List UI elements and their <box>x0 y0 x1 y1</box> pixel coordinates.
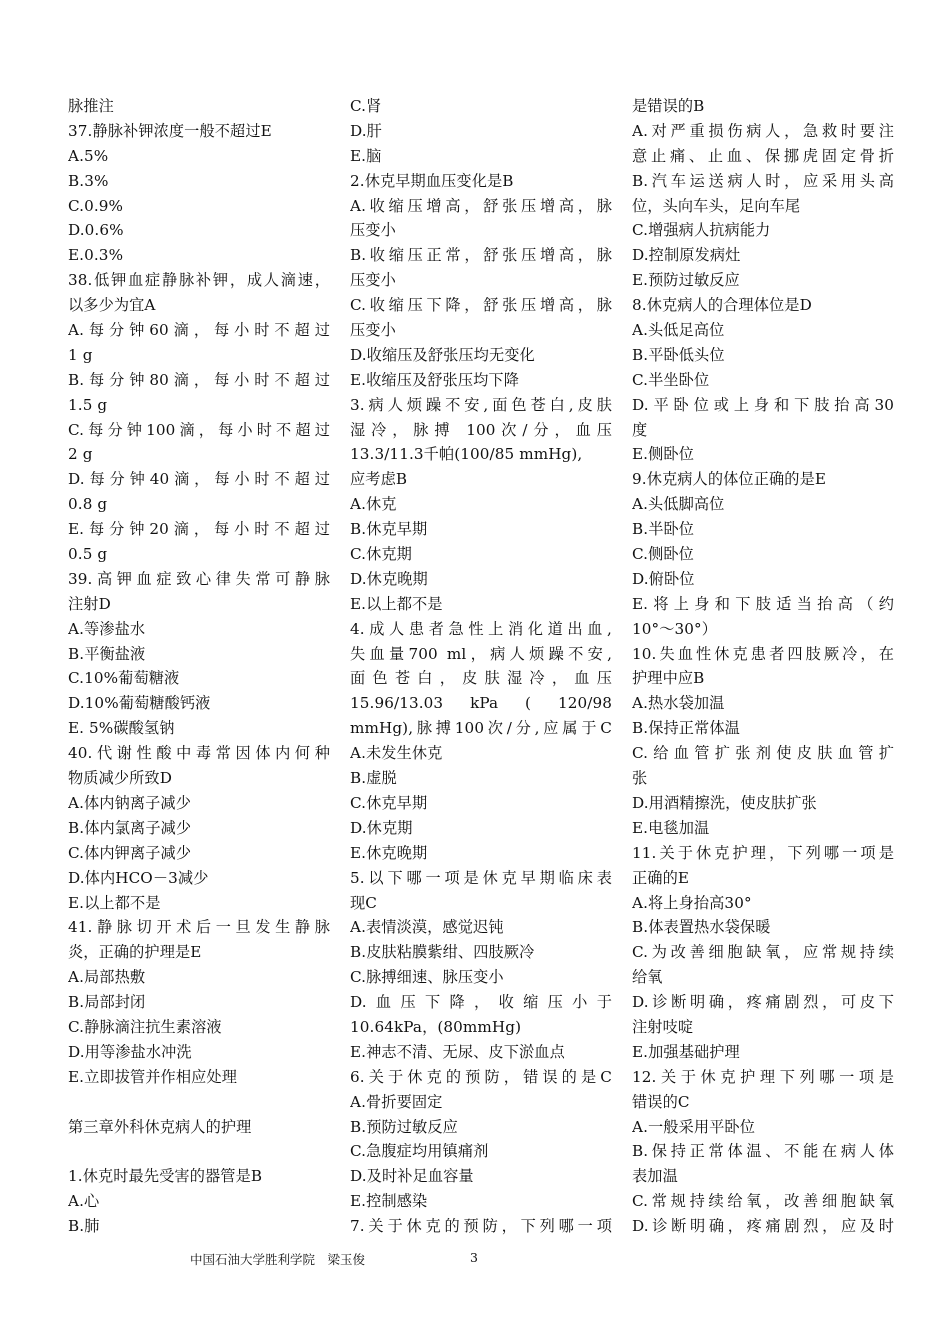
text-line: 9.休克病人的体位正确的是E <box>632 470 827 489</box>
text-line: E.将上身和下肢适当抬高（约 <box>632 594 894 613</box>
text-line: 压变小 <box>350 321 396 340</box>
text-line: A.热水袋加温 <box>632 694 725 713</box>
text-line: 6.关于休克的预防，错误的是C <box>350 1067 612 1086</box>
text-line: 5.以下哪一项是休克早期临床表 <box>350 868 612 887</box>
text-line: C.急腹症均用镇痛剂 <box>350 1142 489 1161</box>
text-line: 是错误的B <box>632 97 705 115</box>
text-line: D.诊断明确，疼痛剧烈，可皮下 <box>632 993 894 1012</box>
text-line: D.休克晚期 <box>350 569 428 588</box>
text-line: A.收缩压增高，舒张压增高，脉 <box>350 196 612 215</box>
text-line: 物质减少所致D <box>68 769 173 788</box>
text-line: C.10%葡萄糖液 <box>68 669 180 688</box>
text-line: B.局部封闭 <box>68 993 146 1012</box>
text-line: B.预防过敏反应 <box>350 1117 458 1136</box>
text-line: B.收缩压正常，舒张压增高，脉 <box>350 246 612 265</box>
text-line: A.等渗盐水 <box>68 619 146 638</box>
footer-author: 中国石油大学胜利学院 梁玉俊 <box>190 1252 366 1267</box>
text-line: C.收缩压下降，舒张压增高，脉 <box>350 296 612 315</box>
text-line: E.以上都不是 <box>68 893 161 912</box>
text-line: 13.3/11.3千帕(100/85 mmHg), <box>350 445 583 464</box>
text-line: 41.静脉切开术后一旦发生静脉 <box>68 918 330 937</box>
text-line: 4.成人患者急性上消化道出血, <box>350 619 612 638</box>
text-line: 注射吱啶 <box>632 1017 694 1036</box>
text-line: A.心 <box>68 1192 100 1211</box>
text-line: 10.失血性休克患者四肢厥冷，在 <box>632 644 894 663</box>
text-line: 11.关于休克护理，下列哪一项是 <box>632 843 894 862</box>
column-left <box>68 94 330 1239</box>
text-line: E.以上都不是 <box>350 594 443 613</box>
text-line: 第三章外科休克病人的护理 <box>68 1117 252 1136</box>
text-line: 张 <box>632 769 648 788</box>
text-line: B.汽车运送病人时，应采用头高 <box>632 171 894 190</box>
text-line: 意止痛、止血、保挪虎固定骨折 <box>632 146 894 165</box>
text-line: B.体内氯离子减少 <box>68 818 192 837</box>
text-line: D.用等渗盐水冲洗 <box>68 1042 192 1061</box>
text-line: C.常规持续给氧，改善细胞缺氧 <box>632 1192 894 1211</box>
text-line: 8.休克病人的合理体位是D <box>632 296 812 315</box>
text-line: E.侧卧位 <box>632 445 694 464</box>
text-line: mmHg),脉搏100次/分,应属于C <box>350 719 612 738</box>
text-line: E.立即拔管并作相应处理 <box>68 1067 237 1086</box>
text-line: 1.5 g <box>68 395 108 414</box>
text-line: B.每分钟80滴，每小时不超过 <box>68 370 330 389</box>
text-line: 1 g <box>68 345 93 364</box>
text-line: E.控制感染 <box>350 1192 428 1211</box>
text-line: C.肾 <box>350 97 382 115</box>
text-line: 38.低钾血症静脉补钾，成人滴速， <box>68 271 330 290</box>
text-line: A.对严重损伤病人，急救时要注 <box>632 121 894 140</box>
text-line: 2.休克早期血压变化是B <box>350 171 514 190</box>
text-line: B.平衡盐液 <box>68 644 146 663</box>
text-line: C.为改善细胞缺氧，应常规持续 <box>632 943 894 962</box>
text-line: D.肝 <box>350 121 382 140</box>
text-line: 位，头向车头，足向车尾 <box>632 196 801 215</box>
text-line: C.休克期 <box>350 545 412 564</box>
text-line: E.电毯加温 <box>632 818 710 837</box>
text-line: 10°～30°） <box>632 619 718 638</box>
text-line: C.体内钾离子减少 <box>68 843 192 862</box>
text-line: 面色苍白，皮肤湿冷，血压 <box>350 669 612 688</box>
text-line: A.体内钠离子减少 <box>68 793 192 812</box>
text-line: B.皮肤粘膜紫绀、四肢厥冷 <box>350 943 535 962</box>
text-line: D.控制原发病灶 <box>632 246 741 265</box>
text-line: E.神志不清、无尿、皮下淤血点 <box>350 1042 565 1061</box>
column-middle <box>350 94 612 1239</box>
text-line: 0.5 g <box>68 545 108 564</box>
text-line: 正确的E <box>632 868 690 887</box>
text-line: D.平卧位或上身和下肢抬高30 <box>632 395 894 414</box>
text-line: E.每分钟20滴，每小时不超过 <box>68 520 330 539</box>
text-line: C.增强病人抗病能力 <box>632 221 771 240</box>
text-line: B.保持正常体温 <box>632 719 740 738</box>
text-line: 37.静脉补钾浓度一般不超过E <box>68 121 272 140</box>
text-line: 湿冷，脉搏 100次/分，血压 <box>350 420 612 439</box>
text-line: B.3% <box>68 171 109 190</box>
text-line: B.体表置热水袋保暖 <box>632 918 771 937</box>
text-line: 39.高钾血症致心律失常可静脉 <box>68 569 330 588</box>
text-line: 度 <box>632 420 648 439</box>
text-line: B.休克早期 <box>350 520 428 539</box>
text-line: D.0.6% <box>68 221 124 240</box>
text-line: B.半卧位 <box>632 520 695 539</box>
text-line: A.每分钟60滴，每小时不超过 <box>68 321 330 340</box>
text-line: 1.休克时最先受害的器管是B <box>68 1167 263 1186</box>
text-line: D.俯卧位 <box>632 569 695 588</box>
text-line: 40.代谢性酸中毒常因体内何种 <box>68 744 330 763</box>
text-line: A.休克 <box>350 495 397 514</box>
text-line: A.一般采用平卧位 <box>632 1117 756 1136</box>
blank-line <box>68 1090 330 1115</box>
text-line: 2 g <box>68 445 93 464</box>
text-line: 应考虑B <box>350 470 408 489</box>
text-line: E.加强基础护理 <box>632 1042 740 1061</box>
text-line: 给氧 <box>632 968 663 987</box>
text-line: C.给血管扩张剂使皮肤血管扩 <box>632 744 894 763</box>
blank-line <box>68 1139 330 1164</box>
text-line: C.休克早期 <box>350 793 428 812</box>
text-line: 10.64kPa，(80mmHg) <box>350 1017 522 1036</box>
text-line: D.体内HCO－3减少 <box>68 868 209 887</box>
text-line: E.0.3% <box>68 246 124 265</box>
text-line: C.半坐卧位 <box>632 370 710 389</box>
text-line: E.收缩压及舒张压均下降 <box>350 370 519 389</box>
text-line: 15.96/13.03 kPa ( 120/98 <box>350 694 612 713</box>
text-line: C.静脉滴注抗生素溶液 <box>68 1017 222 1036</box>
text-line: 压变小 <box>350 271 396 290</box>
text-line: A.将上身抬高30° <box>632 893 752 912</box>
text-line: B.虚脱 <box>350 769 397 788</box>
text-line: 现C <box>350 893 378 912</box>
text-line: D.诊断明确，疼痛剧烈，应及时 <box>632 1217 894 1236</box>
text-line: 注射D <box>68 594 111 613</box>
text-line: A.骨折要固定 <box>350 1092 443 1111</box>
column-right <box>632 94 894 1239</box>
text-line: E.休克晚期 <box>350 843 428 862</box>
text-line: 0.8 g <box>68 495 108 514</box>
text-line: D.收缩压及舒张压均无变化 <box>350 345 535 364</box>
text-line: E.脑 <box>350 146 382 165</box>
text-line: C.每分钟100滴，每小时不超过 <box>68 420 330 439</box>
text-line: 表加温 <box>632 1167 678 1186</box>
text-line: D.休克期 <box>350 818 413 837</box>
text-line: A.5% <box>68 146 109 165</box>
text-line: C.侧卧位 <box>632 545 694 564</box>
text-line: A.头低脚高位 <box>632 495 725 514</box>
text-line: 错误的C <box>632 1092 690 1111</box>
text-line: 脉推注 <box>68 97 114 115</box>
text-line: 失血量700 ml，病人烦躁不安, <box>350 644 612 663</box>
page-number: 3 <box>470 1250 478 1265</box>
text-line: B.平卧低头位 <box>632 345 725 364</box>
text-line: A.未发生休克 <box>350 744 443 763</box>
text-line: 3.病人烦躁不安,面色苍白,皮肤 <box>350 395 612 414</box>
text-line: A.头低足高位 <box>632 321 725 340</box>
text-line: D.10%葡萄糖酸钙液 <box>68 694 211 713</box>
text-line: 炎，正确的护理是E <box>68 943 202 962</box>
text-line: 压变小 <box>350 221 396 240</box>
text-line: 以多少为宜A <box>68 296 156 315</box>
text-line: B.保持正常体温、不能在病人体 <box>632 1142 894 1161</box>
text-line: D.血压下降，收缩压小于 <box>350 993 612 1012</box>
text-line: C.0.9% <box>68 196 124 215</box>
text-line: C.脉搏细速、脉压变小 <box>350 968 504 987</box>
text-line: E. 5%碳酸氢钠 <box>68 719 175 738</box>
text-line: 12.关于休克护理下列哪一项是 <box>632 1067 894 1086</box>
text-line: 护理中应B <box>632 669 705 688</box>
text-line: A.局部热敷 <box>68 968 146 987</box>
text-line: D.用酒精擦洗，使皮肤扩张 <box>632 793 817 812</box>
text-line: D.每分钟40滴，每小时不超过 <box>68 470 330 489</box>
text-line: B.肺 <box>68 1217 100 1236</box>
text-line: A.表情淡漠，感觉迟钝 <box>350 918 504 937</box>
text-line: E.预防过敏反应 <box>632 271 740 290</box>
text-line: D.及时补足血容量 <box>350 1167 474 1186</box>
text-line: 7.关于休克的预防，下列哪一项 <box>350 1217 612 1236</box>
